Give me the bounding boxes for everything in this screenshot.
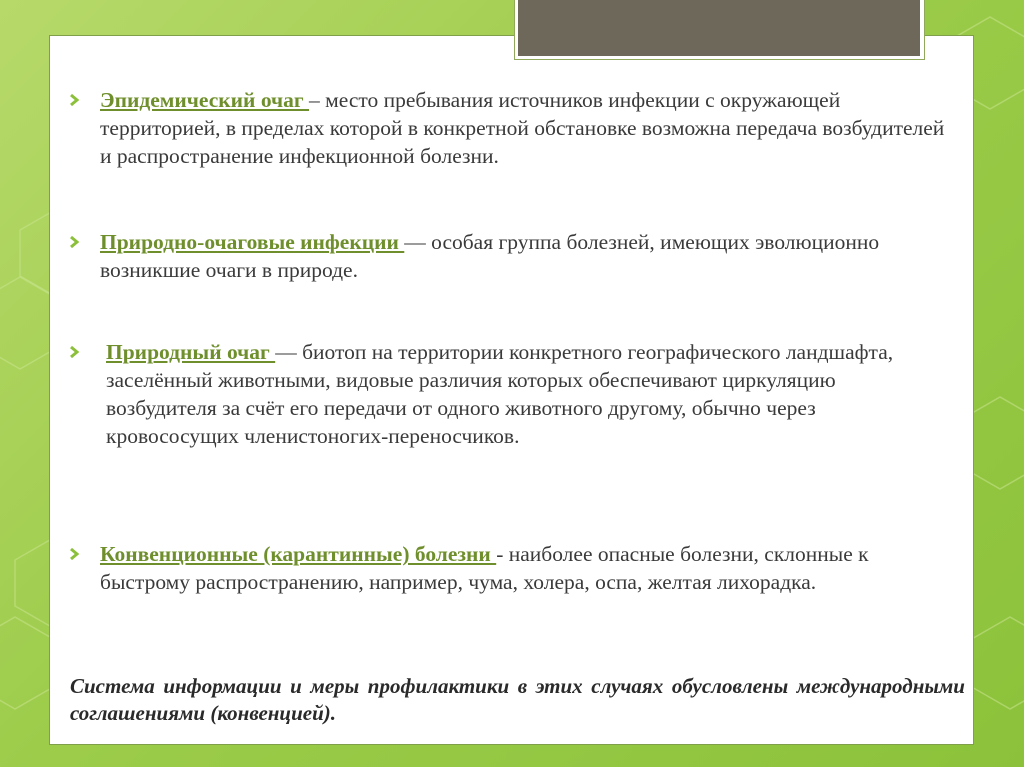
list-item-natural-focal-infections bbox=[70, 228, 950, 284]
bullet-icon bbox=[69, 93, 79, 107]
term-label: Эпидемический очаг bbox=[100, 88, 310, 112]
definition-text: — особая группа болезней, имеющих эволюционно возникшие очаги в природе. bbox=[100, 230, 880, 282]
definition-text: – место пребывания источников инфекции с окружающей территорией, в пределах которой в конкретной обстановке возможна передача возбудителей и распространение инфекционной болезни. bbox=[100, 88, 945, 168]
content-panel bbox=[49, 35, 974, 745]
term-label: Конвенционные (карантинные) болезни bbox=[100, 542, 497, 566]
bullet-icon bbox=[69, 235, 79, 249]
term-label: Природный очаг bbox=[106, 340, 276, 364]
bullet-icon bbox=[69, 345, 79, 359]
definition-text: — биотоп на территории конкретного географического ландшафта, заселённый животными, видовые различия которых обеспечивают циркуляцию возбудителя за счёт его передачи от одного животного другому, обычно через кровососущих членистоногих-переносчиков. bbox=[106, 340, 894, 448]
list-item-text bbox=[70, 540, 950, 596]
list-item-text bbox=[70, 338, 950, 450]
list-item-quarantine-diseases bbox=[70, 540, 950, 596]
list-item-text bbox=[70, 228, 950, 284]
bullet-icon bbox=[69, 547, 79, 561]
definition-text: - наиболее опасные болезни, склонные к быстрому распространению, например, чума, холера, оспа, желтая лихорадка. bbox=[100, 542, 869, 594]
list-item-text bbox=[70, 86, 950, 170]
header-title-block bbox=[518, 0, 920, 56]
term-label: Природно-очаговые инфекции bbox=[100, 230, 405, 254]
list-item-epidemic-focus bbox=[70, 86, 950, 170]
list-item-natural-focus bbox=[70, 338, 950, 450]
footer-note: Система информации и меры профилактики в этих случаях обусловлены международными соглашениями (конвенцией). bbox=[70, 674, 965, 725]
